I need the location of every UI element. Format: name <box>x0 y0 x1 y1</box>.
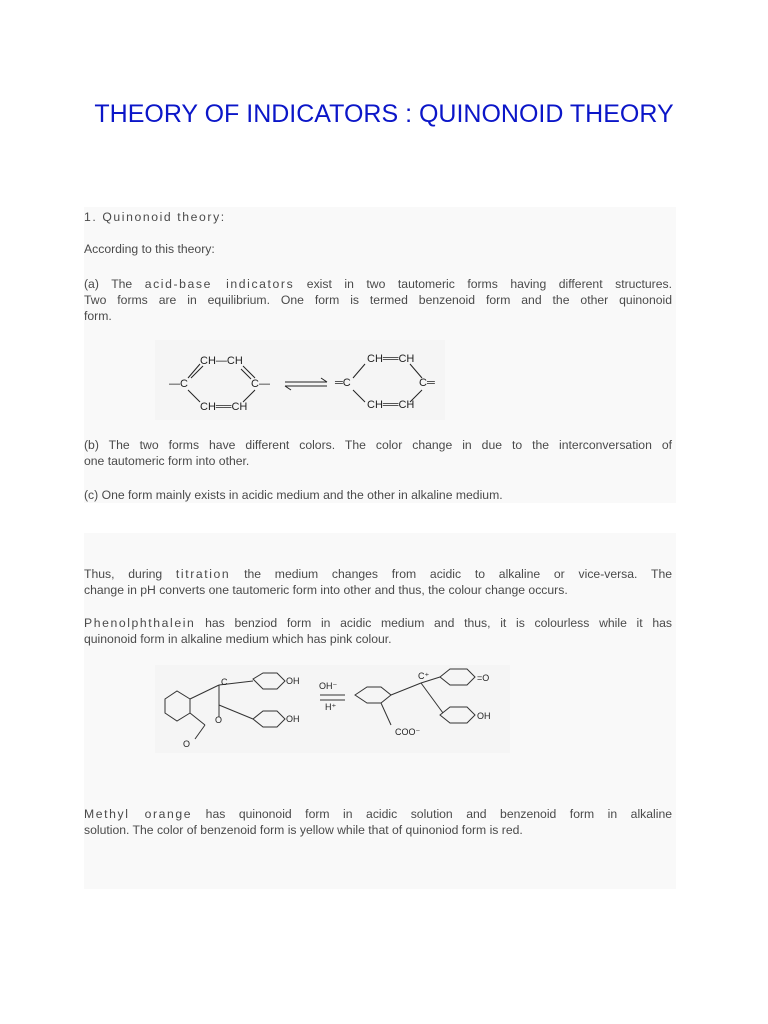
paragraph-a-prefix: (a) The <box>84 277 145 291</box>
paragraph-titration-line1 <box>84 566 672 582</box>
right-ring-top: CH══CH <box>367 353 415 365</box>
paragraph-phenolphthalein-line1 <box>84 615 672 631</box>
acid-base-indicators-term: acid-base indicators <box>144 277 295 291</box>
paragraph-titration-line2: change in pH converts one tautomeric form into other and thus, the colour change occurs. <box>84 583 568 597</box>
phenolphthalein-term: Phenolphthalein <box>84 616 196 630</box>
paragraph-a-line1 <box>84 276 672 292</box>
methyl-orange-term: Methyl orange <box>84 807 193 821</box>
paragraph-c: (c) One form mainly exists in acidic medium and the other in alkaline medium. <box>84 488 503 502</box>
right-ring-c-left: ═C <box>335 377 351 389</box>
paragraph-b-line1: (b) The two forms have different colors. The color change in due to the interconversation of <box>84 438 672 452</box>
intro-text: According to this theory: <box>84 242 215 256</box>
right-central-c-plus: C⁺ <box>418 671 430 681</box>
phenolphthalein-structure-diagram <box>155 665 510 753</box>
left-ring-c-left: —C <box>169 378 188 390</box>
left-ring-bottom: CH══CH <box>200 401 248 413</box>
oh-minus-label: OH⁻ <box>319 681 338 691</box>
paragraph-methyl-orange-line1 <box>84 806 672 822</box>
tautomer-structure-diagram <box>155 340 445 420</box>
titration-term: titration <box>175 567 231 581</box>
left-ring-oxygen: O <box>215 715 223 725</box>
right-ring-c-right: C═ <box>419 377 435 389</box>
left-carbonyl-oxygen: O <box>183 739 191 749</box>
titration-prefix: Thus, during <box>84 567 176 581</box>
carboxylate-label: COO⁻ <box>395 727 421 737</box>
left-top-oh: OH <box>286 676 300 686</box>
methyl-orange-rest: has quinonoid form in acidic solution and benzenoid form in alkaline <box>192 807 673 821</box>
left-central-c: C <box>221 677 228 687</box>
paragraph-phenolphthalein <box>84 615 672 647</box>
titration-rest: the medium changes from acidic to alkaline or vice-versa. The <box>230 567 672 581</box>
h-plus-label: H⁺ <box>325 702 337 712</box>
section-heading: 1. Quinonoid theory: <box>84 210 226 224</box>
paragraph-a-line3: form. <box>84 309 112 323</box>
page-title: THEORY OF INDICATORS : QUINONOID THEORY <box>94 100 674 128</box>
paragraph-a-rest: exist in two tautomeric forms having different structures. <box>294 277 673 291</box>
paragraph-methyl-orange <box>84 806 672 838</box>
phenolphthalein-rest: has benziod form in acidic medium and thus, it is colourless while it has <box>195 616 672 630</box>
paragraph-b <box>84 437 672 469</box>
quinone-oxygen: =O <box>477 673 490 683</box>
paragraph-a-line2: Two forms are in equilibrium. One form is termed benzenoid form and the other quinonoid <box>84 293 672 307</box>
paragraph-b-line2: one tautomeric form into other. <box>84 454 250 468</box>
paragraph-titration <box>84 566 672 598</box>
right-phenol-oh: OH <box>477 711 491 721</box>
left-ring-top: CH—CH <box>200 355 243 367</box>
left-ring-c-right: C— <box>251 378 270 390</box>
paragraph-methyl-orange-line2: solution. The color of benzenoid form is yellow while that of quinoniod form is red. <box>84 823 523 837</box>
paragraph-a <box>84 276 672 324</box>
left-bottom-oh: OH <box>286 714 300 724</box>
paragraph-phenolphthalein-line2: quinonoid form in alkaline medium which has pink colour. <box>84 632 392 646</box>
right-ring-bottom: CH══CH <box>367 399 415 411</box>
